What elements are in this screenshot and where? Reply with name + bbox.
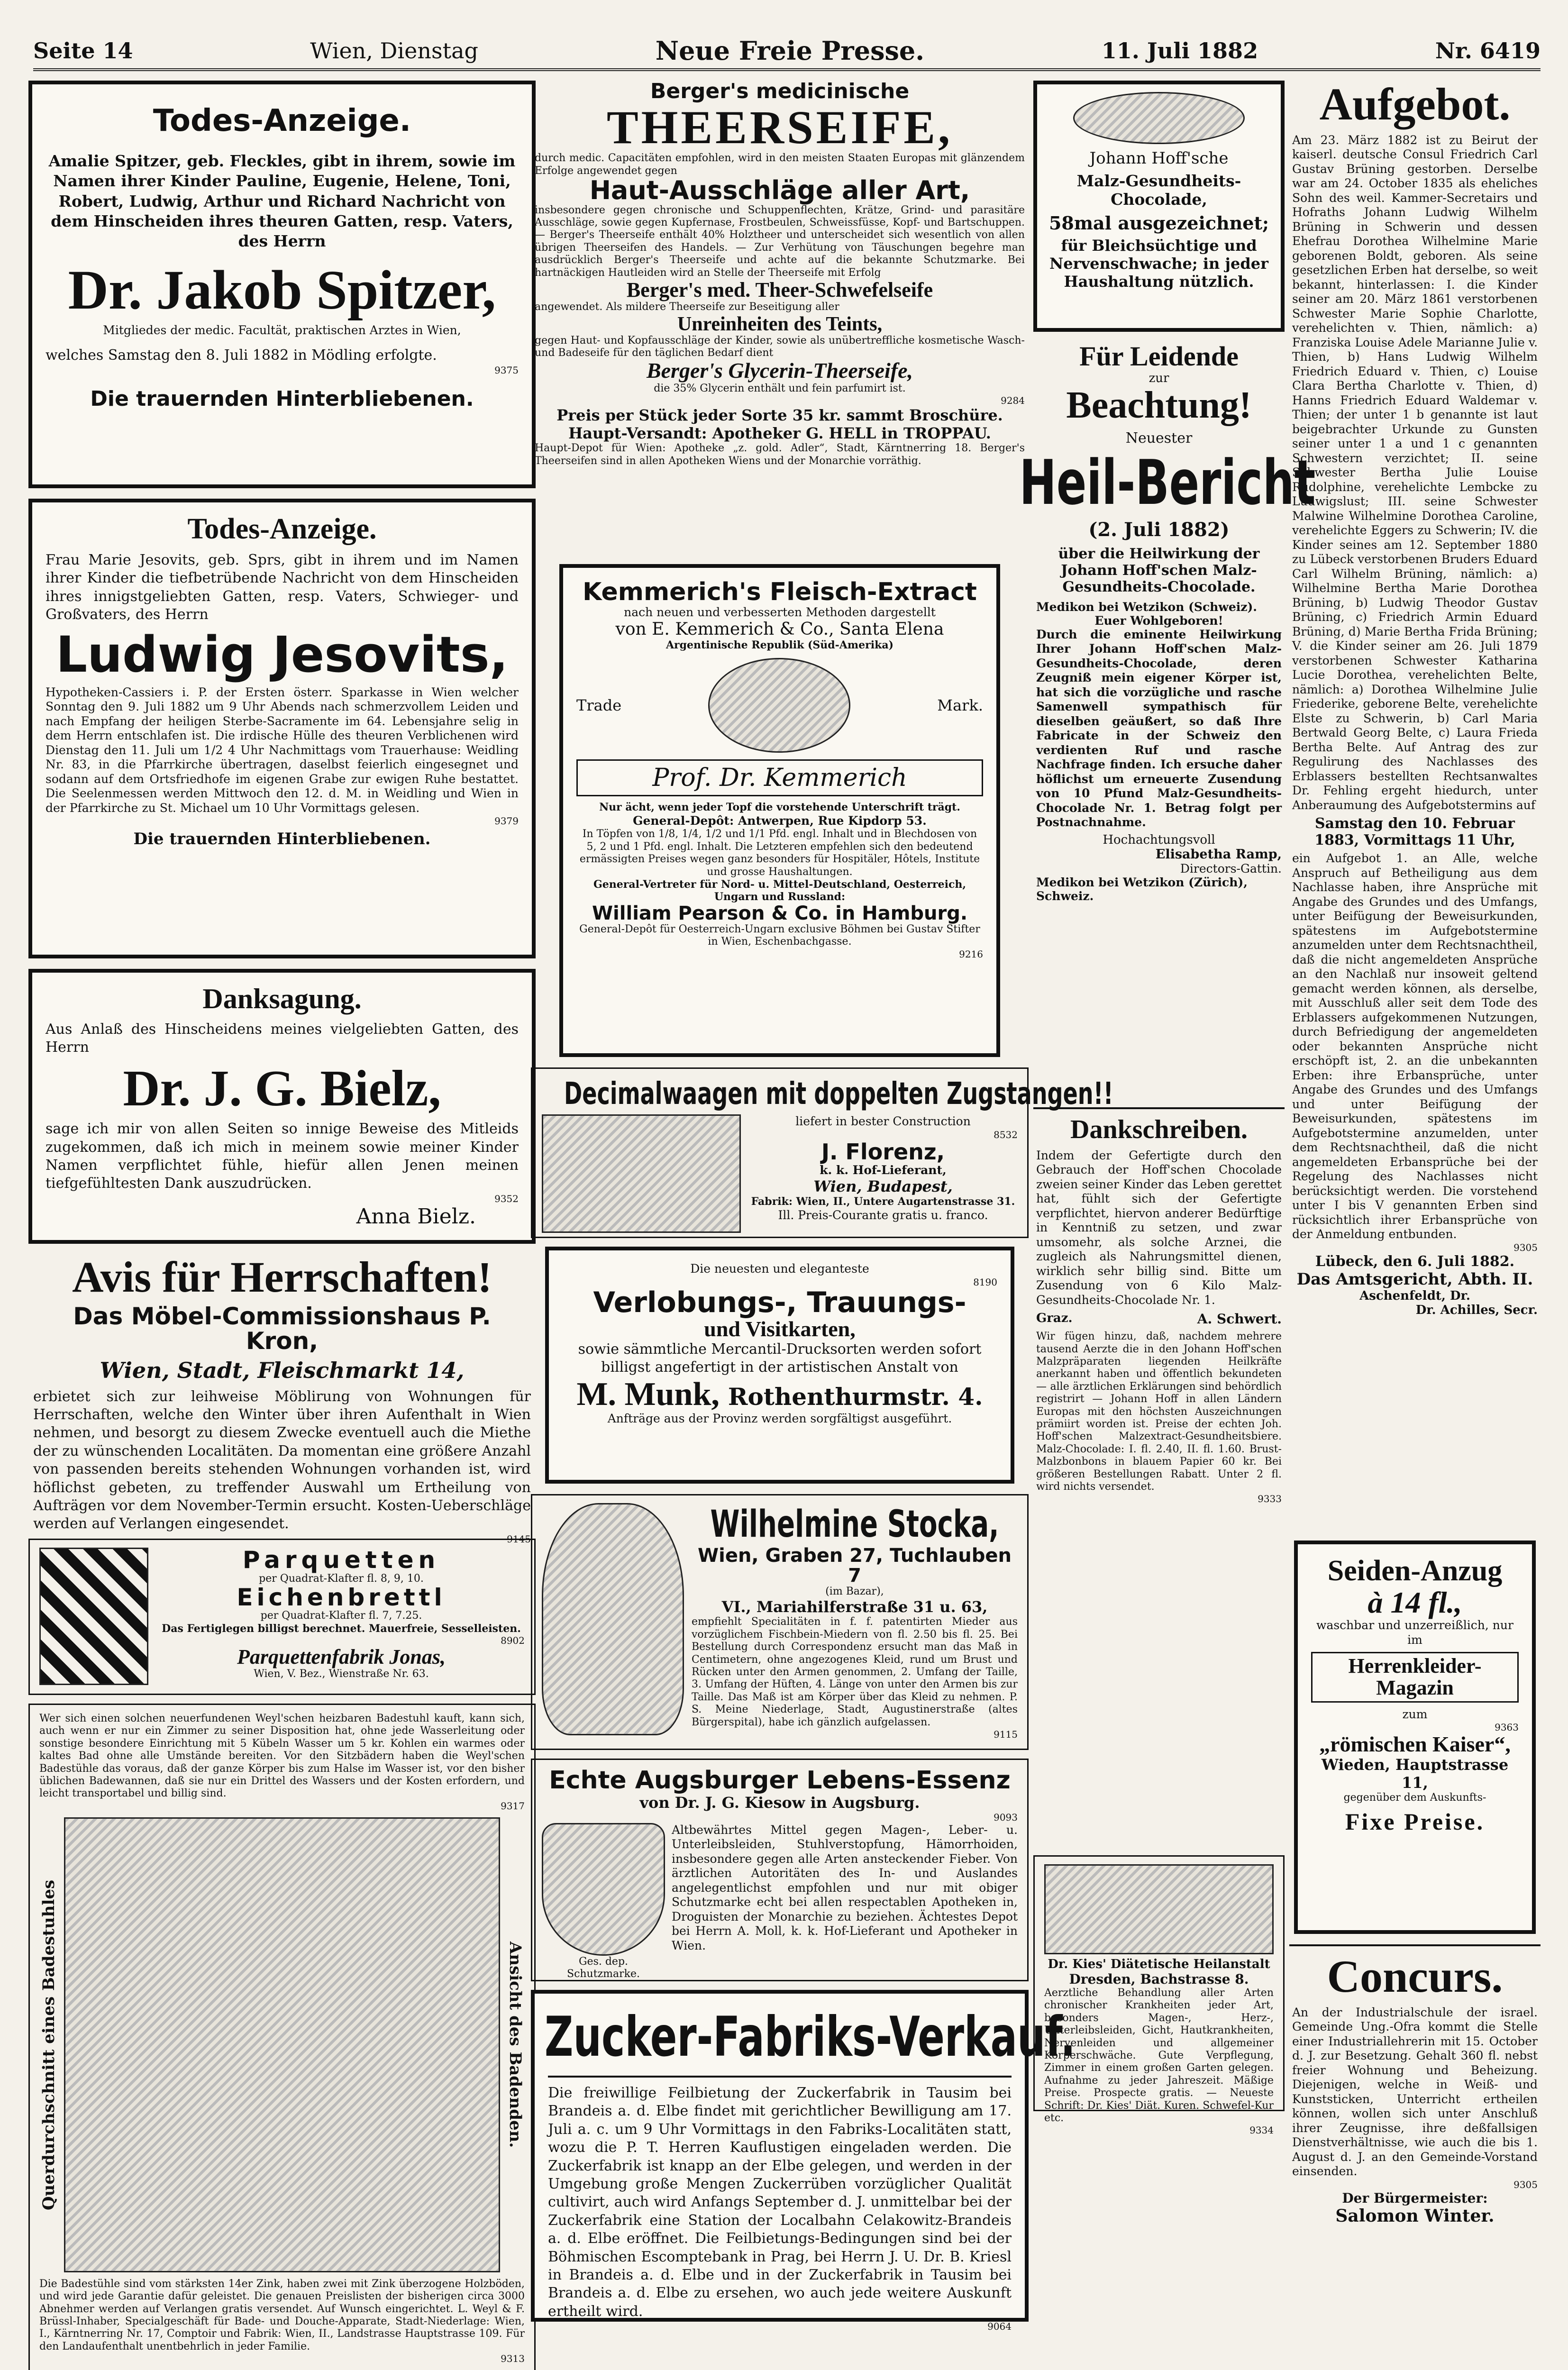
ad-text: Durch die eminente Heilwirkung Ihrer Johann Hoff'schen Malz-Gesundheits-Chocolade, deren Zeugniß mein eigener Körper ist, hat sich die vorzügliche und rasche Samenwell sympathisch für dieselben geäußert, so daß Ihre Fabricate in der Schweiz den verdienten Ruf und rasche Nachfrage finden. Ich ersuche daher höflichst um erneuerte Zusendung von 10 Pfund Malz-Gesundheits-Chocolade Nr. 1. Betrag folgt per Postnachnahme. [1036,627,1282,830]
ad-head-3: Beachtung! [1066,384,1252,426]
ad-text: Indem der Gefertigte durch den Gebrauch der Hoff'schen Chocolade zweien seiner Kinder das Leben gerettet hat, fühlt sich der Gefertigte verpflichtet, hiervon anderer Bedürftige in Kenntniß zu setzen, und zwar umsomehr, als solche Arznei, die zugleich als Nahrungsmittel dienen, wirklich sehr billig sind. Bitte um Zusendung von 6 Kilo Malz-Gesundheits-Chocolade Nr. 1. [1036,1148,1282,1307]
notice-title: Concurs. [1327,1951,1503,2002]
notice-text-2: ein Aufgebot 1. an Alle, welche Anspruch auf Betheiligung aus dem Nachlasse haben, ihre Ansprüche mit Angabe des Grundes und des Umfangs, unter Beifügung der Beweisurkunden, spätestens im Aufgebotstermine anzumelden unter dem Rechtsnachtheil, daß die nicht angemeldeten Ansprüche an den Nachlaß nur insoweit geltend gemacht werden können, als derselbe, mit Ausschluß aller seit dem Tode des Erblassers aufgekommenen Nutzungen, durch Befriedigung der angemeldeten oder bekannten Ansprüche nicht erschöpft ist, 2. an die unbekannten Erben: ihre Erbansprüche, unter Angabe des Grundes und des Umfangs und unter Beifügung der Beweisurkunden, spätestens im Aufgebotstermine anzumelden, unter dem Rechtsnachtheil, daß die nicht angemeldeten Erbansprüche bei der Regelung des Nachlasses nicht berücksichtigt werden. Die vorstehend unter I bis V genannten Erben sind rücksichtlich ihrer Erbansprüche von der Anmeldung entbunden. [1292,851,1538,1241]
parquet-price-1: per Quadrat-Klafter fl. 8, 9, 10. [259,1572,424,1585]
bull-head-trademark [708,658,850,753]
printer-name: M. Munk, [576,1376,720,1413]
ad-title: Seiden-Anzug [1327,1555,1503,1587]
ad-head-5: Heil-Bericht [1019,446,1316,519]
notice-sig-title: Der Bürgermeister: [1342,2190,1488,2206]
ad-text: sowie sämmtliche Mercantil-Drucksorten werden sofort billigst angefertigt in der artistischen Anstalt von [578,1340,982,1376]
ad-title: Wilhelmine Stocka, [710,1503,999,1546]
ad-number: 9375 [494,365,519,376]
notice-text: Amalie Spitzer, geb. Fleckles, gibt in ihrem, sowie im Namen ihrer Kinder Pauline, Eugenie, Helene, Toni, Robert, Ludwig, Arthur und Richard Nachricht von dem Hinscheiden ihres theuren Gatten, resp. Vaters, des Herrn [48,152,516,251]
column-1 [28,81,536,2370]
ad-subtitle: nach neuen und verbesserten Methoden dargestellt [624,605,936,619]
death-notice-jesovits [28,499,536,958]
ad-line-1: waschbar und unzerreißlich, nur im [1316,1618,1513,1647]
printer-address: Rothenthurmstr. 4. [728,1382,983,1411]
thanks-notice-bielz [28,969,536,1244]
ad-text-3: In Töpfen von 1/8, 1/4, 1/2 und 1/1 Pfd. engl. Inhalt und in Blechdosen von 5, 2 und 1 Pfd. engl. Inhalt. Die Letzteren empfehlen sich den bedeutend ermässigten Preises wegen ganz besonders für Hospitäler, Hôtels, Institute und grosse Haushaltungen. [579,828,980,878]
ad-dankschreiben [1033,1116,1285,1855]
ad-kron [28,1253,536,1545]
notice-concurs [1289,1953,1541,2370]
divider [548,2076,1012,2078]
ad-augsburger [531,1759,1029,1981]
deceased-name: Ludwig Jesovits, [55,625,509,684]
ad-number: 9363 [1495,1722,1519,1733]
price-list: Ill. Preis-Courante gratis u. franco. [778,1208,988,1222]
ad-price: à 14 fl., [1367,1586,1462,1620]
page-number: Seite 14 [33,38,133,64]
notice-title: Todes-Anzeige. [187,513,377,545]
ad-subtitle: Das Möbel-Commissionshaus P. Kron, [73,1302,491,1355]
ad-text-2: Wir fügen hinzu, daß, nachdem mehrere tausend Aerzte die in den Johann Hoff'schen Malzpräparaten liegenden Heilkräfte anerkannt haben und öffentlich bekundeten — alle ärztlichen Erklärungen sind behördlich registrirt — Johann Hoff in allen Ländern Europas mit den höchsten Auszeichnungen prämiirt worden ist. Preise der echten Joh. Hoff'schen Malzextract-Gesundheitsbiere. Malz-Chocolade: I. fl. 2.40, II. fl. 1.60. Brust-Malzbonbons in blauem Papier 60 kr. Bei größeren Bestellungen Rabatt. Unter 2 fl. wird nichts versendet. [1036,1331,1282,1493]
ad-parquet [28,1539,536,1695]
ad-decimal-scales [531,1067,1113,1238]
notice-text: Frau Marie Jesovits, geb. Sprs, gibt in ihrem und im Namen ihrer Kinder die tiefbetrübende Nachricht von dem Hinscheiden ihres innigstgeliebten Gatten, resp. Vaters, Schwieger- und Großvaters, des Herrn [46,552,519,623]
side-caption-right: Ansicht des Badenden. [506,1942,525,2148]
ad-head-1: Für Leidende [1079,341,1239,372]
place-date: Wien, Dienstag [310,38,478,64]
ad-head-6: (2. Juli 1882) [1088,518,1230,541]
deceased-name: Dr. Jakob Spitzer, [68,259,496,321]
ad-stocka [531,1494,1029,1750]
coat-of-arms-trademark [542,1823,665,1956]
notice-aufgebot [1289,81,1541,1540]
ad-number: 9145 [507,1533,531,1545]
boards-title: Eichenbrettl [237,1583,446,1611]
ad-text: Wer sich einen solchen neuerfundenen Weyl'schen heizbaren Badestuhl kauft, kann sich, auch wenn er nur ein Zimmer zu seiner Disposition hat, ohne jede Wasserleitung oder sonstige besondere Einrichtung mit 5 Kübeln Wasser um 5 kr. Kohlen ein warmes oder kaltes Bad ohne alle Umstände bereiten. Vor den Sitzbädern haben die Weyl'schen Badestühle das voraus, daß der ganze Körper bis zum Halse im Wasser ist, vor den bisher üblichen Badewannen, daß sie nur ein Drittel des Wassers und der Kosten erfordern, und leicht transportabel und billig sind. [39,1713,525,1800]
ad-address: Wien, Stadt, Fleischmarkt 14, [100,1357,465,1383]
bust-portrait [1073,92,1245,144]
ad-h5: Berger's Glycerin-Theerseife, [646,358,913,383]
ad-fixed-prices: Fixe Preise. [1345,1808,1485,1835]
ad-number: 8190 [973,1276,997,1288]
notice-text-2: welches Samstag den 8. Juli 1882 in Mödling erfolgte. [46,346,437,364]
ad-text: Die freiwillige Feilbietung der Zuckerfabrik in Tausim bei Brandeis a. d. Elbe findet mit gerichtlicher Bewilligung am 17. Juli a. c. um 9 Uhr Vormittags in den Fabriks-Localitäten statt, wozu die P. T. Herren Kauflustigen eingeladen werden. Die Zuckerfabrik ist knapp an der Elbe gelegen, und werden in der Umgebung große Mengen Zuckerrüben vorzüglicher Qualität cultivirt, auch wird Anfangs September d. J. unmittelbar bei der Zuckerfabrik eine Station der Localbahn Celakowitz-Brandeis a. d. Elbe eröffnet. Die Feilbietungs-Bedingungen sind bei der Böhmischen Escomptebank in Prag, bei Herrn J. U. Dr. B. Kriesl in Brandeis a. d. Elbe und in der Zuckerfabrik in Tausim bei Brandeis a. d. Elbe zu ersehen, wo auch jede weitere Auskunft ertheilt wird. [548,2085,1012,2320]
signature: Anna Bielz. [356,1204,476,1229]
ad-number: 8902 [501,1635,525,1647]
ad-number: 9093 [994,1811,1018,1823]
ad-number: 9305 [1513,2179,1538,2190]
scale-illustration [542,1114,741,1233]
ad-kemmerich [559,564,1000,1057]
parquet-title: Parquetten [242,1546,440,1574]
notice-signer: Salomon Winter. [1335,2206,1495,2226]
ad-subtitle: von Dr. J. G. Kiesow in Augsburg. [639,1793,920,1812]
ad-h3: Berger's med. Theer-Schwefelseife [626,278,933,301]
signature: Die trauernden Hinterbliebenen. [90,387,474,411]
ad-text: durch medic. Capacitäten empfohlen, wird in den meisten Staaten Europas mit glänzendem Erfolge angewendet gegen [535,152,1025,177]
ad-number: 9284 [1001,395,1025,407]
ad-title: THEERSEIFE, [606,101,953,154]
notice-sig-1: Aschenfeldt, Dr. [1359,1288,1470,1303]
ad-line-2: Malz-Gesundheits-Chocolade, [1076,172,1241,209]
death-notice-spitzer [28,81,536,488]
ad-head-2: zur [1149,371,1169,385]
ad-head-4: Neuester [1125,429,1193,447]
ad-line-3: 58mal ausgezeichnet; [1048,212,1269,234]
laying-note: Das Fertiglegen billigst berechnet. Mauerfreie, Sesselleisten. [162,1622,521,1635]
maker-name: J. Florenz, [821,1139,945,1165]
notice-title: Todes-Anzeige. [153,103,411,138]
trade-label: Trade [576,696,622,715]
ad-distributor: William Pearson & Co. in Hamburg. [592,902,968,924]
ad-number: 8532 [994,1129,1018,1140]
parquet-pattern-image [39,1548,148,1685]
ad-sugar-factory-sale [531,1990,1076,2333]
ad-leidende [1019,341,1316,1101]
factory-address: Wien, V. Bez., Wienstraße Nr. 63. [254,1668,429,1680]
column-3 [1019,81,1316,2136]
ad-subtitle: und Visitkarten, [704,1316,856,1341]
ad-number: 9115 [994,1728,1018,1740]
ad-title: Kemmerich's Fleisch-Extract [583,578,977,606]
signature-trademark: Prof. Dr. Kemmerich [576,759,983,796]
ad-depot: Haupt-Depot für Wien: Apotheke „z. gold. Adler“, Stadt, Kärntnerring 18. Berger's Theerseifen sind in allen Apotheken Wiens und der Monarchie vorräthig. [535,442,1025,467]
issue-date: 11. Juli 1882 [1101,38,1258,64]
ad-top: Die neuesten und eleganteste [690,1262,869,1276]
ad-number: 9334 [1249,2124,1274,2136]
maker-title: k. k. Hof-Lieferant, [820,1163,947,1177]
ad-title: Zucker-Fabriks-Verkauf. [544,2005,1076,2069]
ad-text-4: General-Vertreter für Nord- u. Mittel-Deutschland, Oesterreich, Ungarn und Russland: [593,878,966,903]
ad-title: Avis für Herrschaften! [72,1253,492,1301]
ad-title: Dankschreiben. [1070,1115,1248,1144]
ad-closing: Hochachtungsvoll [1103,832,1215,847]
ad-number: 9317 [501,1800,525,1812]
ad-signer-title: Directors-Gattin. [1180,861,1282,875]
ad-line-6: gegenüber dem Auskunfts- [1343,1792,1486,1804]
ad-address: Wieden, Hauptstrasse 11, [1321,1756,1509,1792]
ad-line-3: zum [1402,1707,1428,1721]
issue-number: Nr. 6419 [1435,38,1541,64]
ad-title: Dr. Kies' Diätetische Heilanstalt [1048,1957,1270,1971]
ad-firm: von E. Kemmerich & Co., Santa Elena [615,620,944,639]
ad-country: Argentinische Republik (Süd-Amerika) [665,639,893,652]
ad-h2: Haut-Ausschläge aller Art, [589,175,970,205]
ad-bathchair [28,1704,536,2370]
signature: Die trauernden Hinterbliebenen. [133,830,431,849]
divider [1033,1107,1285,1109]
notice-title: Danksagung. [202,983,362,1014]
notice-text: Aus Anlaß des Hinscheidens meines vielgeliebten Gatten, des Herrn [46,1021,519,1056]
ad-seiden-anzug [1294,1540,1536,1934]
ad-subtitle: liefert in bester Construction [795,1114,971,1128]
letter-signer: A. Schwert. [1197,1311,1282,1327]
ad-text-3: angewendet. Als mildere Theerseife zur Beseitigung aller [535,301,839,313]
ad-number: 9379 [494,815,519,827]
ad-h4: Unreinheiten des Teints, [677,313,883,335]
letter-place: Graz. [1036,1311,1073,1326]
ad-title: Echte Augsburger Lebens-Essenz [549,1766,1011,1795]
ad-head-7: über die Heilwirkung der Johann Hoff'schen Malz-Gesundheits-Chocolade. [1058,545,1260,595]
notice-title: Aufgebot. [1319,79,1511,129]
ad-footer: Anfträge aus der Provinz werden sorgfältigst ausgeführt. [607,1412,952,1426]
ad-text-5: die 35% Glycerin enthält und fein parfumirt ist. [654,382,906,394]
ad-signer-place: Medikon bei Wetzikon (Zürich), Schweiz. [1036,875,1248,903]
factory-address: Fabrik: Wien, II., Untere Augartenstrasse 31. [751,1195,1015,1208]
corset-illustration [542,1503,684,1735]
ad-line-4: für Bleichsüchtige und Nervenschwache; in jeder Haushaltung nützlich. [1049,237,1268,291]
ad-price: Preis per Stück jeder Sorte 35 kr. sammt Broschüre. [556,406,1003,425]
ad-text: erbietet sich zur leihweise Möblirung von Wohnungen für Herrschaften, welche den Winter über ihren Aufenthalt in Wien nehmen, und besorgt zu diesem Zwecke eventuell auch die Miethe der zu wünschenden Localitäten. Da momentan eine größere Anzahl von passenden bereits stehenden Wohnungen vorhanden ist, wird höflichst gebeten, zu treffender Auswahl um Ertheilung von Aufträgen vor dem November-Termin ersucht. Kosten-Ueberschläge werden auf Verlangen eingesendet. [33,1388,531,1532]
ad-text: empfiehlt Specialitäten in f. f. patentirten Mieder aus vorzüglichem Fischbein-Miedern von fl. 2.50 bis fl. 25. Bei Bestellung durch Correspondenz ersucht man das Maß in Centimetern, ohne angezogenes Kleid, rund um Brust und Rücken unter den Armen genommen, 2. Umfang der Taille, 3. Umfang der Hüften, 4. Länge von unter den Armen bis zur Taille. Das Maß ist am Körper über das Kleid zu nehmen. P. S. Meine Niederlage, Stadt, Augustinerstraße (altes Bürgerspital), habe ich gänzlich aufgelassen. [692,1616,1018,1728]
ad-munk [545,1247,1014,1484]
ad-theerseife [531,81,1029,559]
ad-number: 9352 [494,1193,519,1204]
ad-title: Verlobungs-, Trauungs- [593,1285,966,1319]
factory-name: Parquettenfabrik Jonas, [237,1645,446,1669]
ad-number-2: 9313 [501,2353,525,2365]
ad-text-4: gegen Haut- und Kopfausschläge der Kinder, sowie als unübertreffliche kosmetische Wasch- und Badeseife für den täglichen Bedarf dient [535,334,1025,359]
ad-number: 9333 [1258,1493,1282,1505]
ad-text: Altbewährtes Mittel gegen Magen-, Leber- u. Unterleibsleiden, Stuhlverstopfung, Hämorrhoiden, insbesondere gegen alle Arten ansteckender Fieber. Von ärztlichen Autoritäten des In- und Auslandes angelegentlichst empfohlen und nur mit obiger Schutzmarke echt bei allen respectablen Apotheken in, Droguisten der Monarchie zu beziehen. Ächtestes Depot bei Herrn A. Moll, k. k. Hof-Lieferant und Apotheker in Wien. [672,1823,1018,1952]
notice-text-2: Hypotheken-Cassiers i. P. der Ersten österr. Sparkasse in Wien welcher Sonntag den 9. Juli 1882 um 9 Uhr Abends nach schmerzvollem Leiden und nach Empfang der heiligen Sterbe-Sacramente im 64. Lebensjahre selig in dem Herrn entschlafen ist. Die irdische Hülle des theuren Verblichenen wird Dienstag den 11. Juli um 1/2 4 Uhr Nachmittags vom Trauerhause: Weidling Nr. 83, in die Pfarrkirche übertragen, daselbst feierlich eingesegnet und sodann auf dem Ortsfriedhofe im eigenen Grabe zur ewigen Ruhe bestattet. Die Seelenmessen werden Mittwoch den 12. d. M. in Weidling und Wien in der Pfarrkirche zu St. Michael um 10 Uhr Vormittags gelesen. [46,685,519,815]
ad-number: 9064 [987,2321,1012,2333]
shop-branch: VI., Mariahilferstraße 31 u. 63, [721,1598,988,1616]
notice-text: An der Industrialschule der israel. Gemeinde Ung.-Ofra kommt die Stelle einer Industriallehrerin mit 15. October d. J. zur Besetzung. Gehalt 360 fl. nebst freier Wohnung und Beheizung. Diejenigen, welche in Weiß- und Kunststicken, Unterricht ertheilen können, wollen sich unter Anschluß ihrer Zeugnisse, ihre deßfallsigen Dienstverhältnisse, wie auch die bis 1. August d. J. an den Gemeinde-Vorstand einsenden. [1292,2005,1538,2179]
maker-city: Wien, Budapest, [813,1177,953,1196]
page-header [33,33,1541,71]
notice-text: Am 23. März 1882 ist zu Beirut der kaiserl. deutsche Consul Friedrich Carl Gustav Brüning gestorben. Derselbe war am 24. October 1835 als eheliches Sohn des weil. Kammer-Secretairs und Hofraths Johann Ludwig Wilhelm Brüning in Schwerin und dessen Ehefrau Dorothea Wilhelmine Marie geborenen Boldt, geboren. Als seine gesetzlichen Erben hat derselbe, so weit bekannt, hinterlassen: I. die Kinder seiner am 20. März 1861 verstorbenen Schwester Marie Sophie Charlotte, verehelichten v. Thien, nämlich: a) Franziska Louise Adele Marianne Julie v. Thien, b) Hans Ludwig Wilhelm Friedrich Eduard v. Thien, c) Louise Clara Bertha Charlotte v. Thien, d) Hanns Friedrich Eduard Waldemar v. Thien; der unter 1 b genannte ist laut beigebrachter Urkunde zu Gunsten seiner unter 1 a und 1 c genannten Schwestern verzichtet; II. seine Schwester Bertha Julie Louise Rudolphine, verehelichte Lembcke zu Ludwigslust; III. seine Schwester Malwine Wilhelmine Dorothea Caroline, verehelichte Eggers zu Schwerin; IV. die Kinder seines am 12. September 1880 zu Lübeck verstorbenen Bruders Eduard Carl Wilhelm Brüning, nämlich: a) Wilhelmine Bertha Marie Dorothea Brüning, b) Ludwig Theodor Gustav Brüning, c) Friedrich Armin Eduard Brüning, d) Marie Bertha Frida Brüning; V. die Kinder seiner am 26. Juli 1879 verstorbenen Schwester Katharina Lucie Dorothea, verehelichten Belte, nämlich: a) Dorothea Wilhelmine Julie Friederike, geborene Belte, verehelichte Elste zu Schwerin, b) Carl Maria Bertwald Georg Belte, c) Laura Frieda Bertha Belte. Auf Antrag des zur Regulirung des Nachlasses des Erblassers bestellten Rechtsanwaltes Dr. Fehling ergeht hiedurch, unter Anberaumung des Aufgebotstermins auf [1292,133,1538,812]
column-4 [1289,81,1541,2370]
ad-shop-name: „römischen Kaiser“, [1319,1732,1511,1757]
mark-label: Mark. [937,696,983,715]
deceased-title: Mitgliedes der medic. Facultät, praktischen Arztes in Wien, [103,323,461,337]
notice-court: Das Amtsgericht, Abth. II. [1296,1269,1533,1289]
shop-bazar: (im Bazar), [825,1586,884,1597]
ad-title: Decimalwaagen mit doppelten Zugstangen!! [564,1076,1113,1112]
ad-text-1: Nur ächt, wenn jeder Topf die vorstehende Unterschrift trägt. [599,801,960,814]
ad-text-2: Die Badestühle sind vom stärksten 14er Zink, haben zwei mit Zink überzogene Holzböden, und wird jede Garantie dafür geleistet. Die genauen Preislisten der bisherigen circa 3000 Abnehmer werden auf Verlangen gratis versendet. Auf Wunsch eingerichtet. L. Weyl & F. Brüssl-Inhaber, Specialgeschäft für Bade- und Douche-Apparate, Stadt-Niederlage: Wien, I., Kärntnerring Nr. 17, Comptoir und Fabrik: Wien, II., Landstrasse Hauptstrasse 109. Für den Landaufenthalt unentbehrlich in jeder Familie. [39,2278,525,2352]
notice-text-2: sage ich mir von allen Seiten so innige Beweise des Mitleids zugekommen, daß ich mich in meinem sowie meiner Kinder Namen verpflichtet fühle, hiefür allen Jenen meinen tiefgefühltesten Dank auszudrücken. [46,1121,519,1192]
divider [1289,1944,1541,1946]
ad-greeting: Euer Wohlgeboren! [1094,613,1223,628]
notice-city: Lübeck, den 6. Juli 1882. [1315,1253,1515,1270]
shop-address: Wien, Graben 27, Tuchlauben 7 [697,1545,1012,1586]
trademark-label: Ges. dep. Schutzmarke. [567,1955,640,1980]
ad-text-6: General-Depôt für Oesterreich-Ungarn exclusive Böhmen bei Gustav Stifter in Wien, Eschenbachgasse. [579,923,980,948]
notice-date: Samstag den 10. Februar 1883, Vormittags 11 Uhr, [1314,815,1515,849]
ad-city: Dresden, Bachstrasse 8. [1069,1971,1249,1987]
ad-text: Aerztliche Behandlung aller Arten chronischer Krankheiten jeder Art, besonders Magen-, Herz-, Unterleibsleiden, Gicht, Hautkrankheiten, Nervenleiden und allgemeiner Körperschwäche. Gute Verpflegung, Zimmer in einem großen Garten gelegen. Aufnahme zu jeder Jahreszeit. Mäßige Preise. Prospecte gratis. — Neueste Schrift: Dr. Kies' Diät. Kuren. Schwefel-Kur etc. [1044,1987,1274,2124]
ad-text-2: General-Depôt: Antwerpen, Rue Kipdorp 53. [633,813,927,828]
deceased-name: Dr. J. G. Bielz, [123,1060,441,1117]
newspaper-title: Neue Freie Presse. [655,36,925,66]
ad-kies-sanatorium [1033,1855,1285,2136]
ad-number: 9216 [959,948,983,960]
ad-shop: Herrenkleider-Magazin [1311,1652,1519,1702]
boards-price: per Quadrat-Klafter fl. 7, 7.25. [260,1610,422,1622]
bathchair-illustration [64,1817,500,2272]
ad-signer: Elisabetha Ramp, [1155,847,1282,862]
side-caption-left: Querdurchschnitt eines Badestuhles [39,1879,58,2210]
sanatorium-building-image [1044,1864,1274,1954]
ad-place: Medikon bei Wetzikon (Schweiz). [1036,600,1258,614]
ad-top: Berger's medicinische [650,79,910,103]
ad-main-dispatch: Haupt-Versandt: Apotheker G. HELL in TROPPAU. [568,424,991,443]
ad-hoff-chocolate [1033,81,1285,332]
ad-number: 9305 [1513,1241,1538,1253]
ad-text-2: insbesondere gegen chronische und Schuppenflechten, Krätze, Grind- und parasitäre Ausschläge, sowie gegen Kupfernase, Frostbeulen, Schweissfüsse, Kopf- und Bartschuppen. — Berger's Theerseife enthält 40% Holztheer und unterscheidet sich wesentlich von allen übrigen Theerseifen des Handels. — Zur Verhütung von Täuschungen begehre man ausdrücklich Berger's Theerseife und achte auf die bekannte Schutzmarke. Bei hartnäckigen Hautleiden wird an Stelle der Theerseife mit Erfolg [535,204,1025,279]
notice-sig-2: Dr. Achilles, Secr. [1415,1303,1538,1317]
ad-line-1: Johann Hoff'sche [1089,149,1229,168]
